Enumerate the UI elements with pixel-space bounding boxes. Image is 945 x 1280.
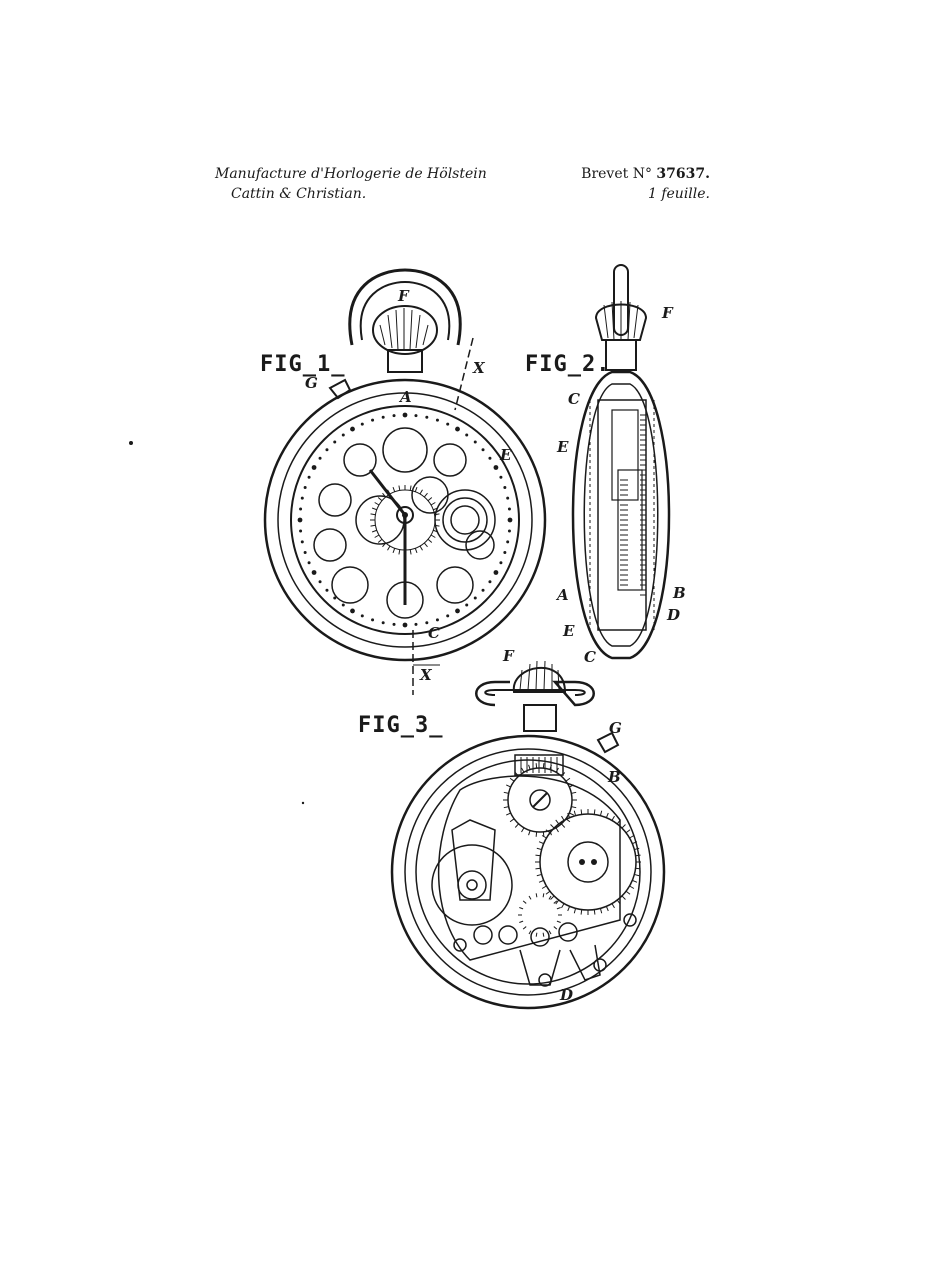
applicant-line-2: Cattin & Christian. <box>231 186 367 202</box>
figure-3-watch-back <box>358 647 664 1008</box>
brevet-number: 37637. <box>656 166 710 182</box>
ref-G-fig1: G <box>305 374 318 392</box>
ref-E-fig2-bottom: E <box>563 622 575 640</box>
ref-X-top: X <box>473 359 485 377</box>
ref-D-fig2: D <box>667 606 681 624</box>
ref-C-fig2-bottom: C <box>584 648 596 666</box>
figure-2-watch-section <box>525 265 686 666</box>
ref-A-fig1: A <box>400 388 412 406</box>
ref-C-fig2-top: C <box>568 390 580 408</box>
fig2-label: FIG_2. <box>525 352 611 377</box>
ref-C-fig1: C <box>428 624 440 642</box>
ref-D-fig3: D <box>560 986 574 1004</box>
ref-G-fig3: G <box>609 719 622 737</box>
fig3-label: FIG_3_ <box>358 713 444 738</box>
ref-F-fig2: F <box>662 304 673 322</box>
ref-X-bottom: X <box>420 666 432 684</box>
ref-B-fig2: B <box>673 584 686 602</box>
ref-F-fig3: F <box>503 647 514 665</box>
ref-E-fig2-top: E <box>557 438 569 456</box>
ref-E-fig1: E <box>500 446 512 464</box>
ref-A-fig2: A <box>557 586 569 604</box>
brevet-label: Brevet N° <box>581 166 652 182</box>
sheet-count: 1 feuille. <box>647 186 710 202</box>
applicant-line-1: Manufacture d'Horlogerie de Hölstein <box>215 166 487 182</box>
ref-F-fig1: F <box>398 287 409 305</box>
ref-B-fig3: B <box>608 768 621 786</box>
figure-1-watch-front <box>260 270 545 695</box>
fig1-label: FIG_1_ <box>260 352 346 377</box>
